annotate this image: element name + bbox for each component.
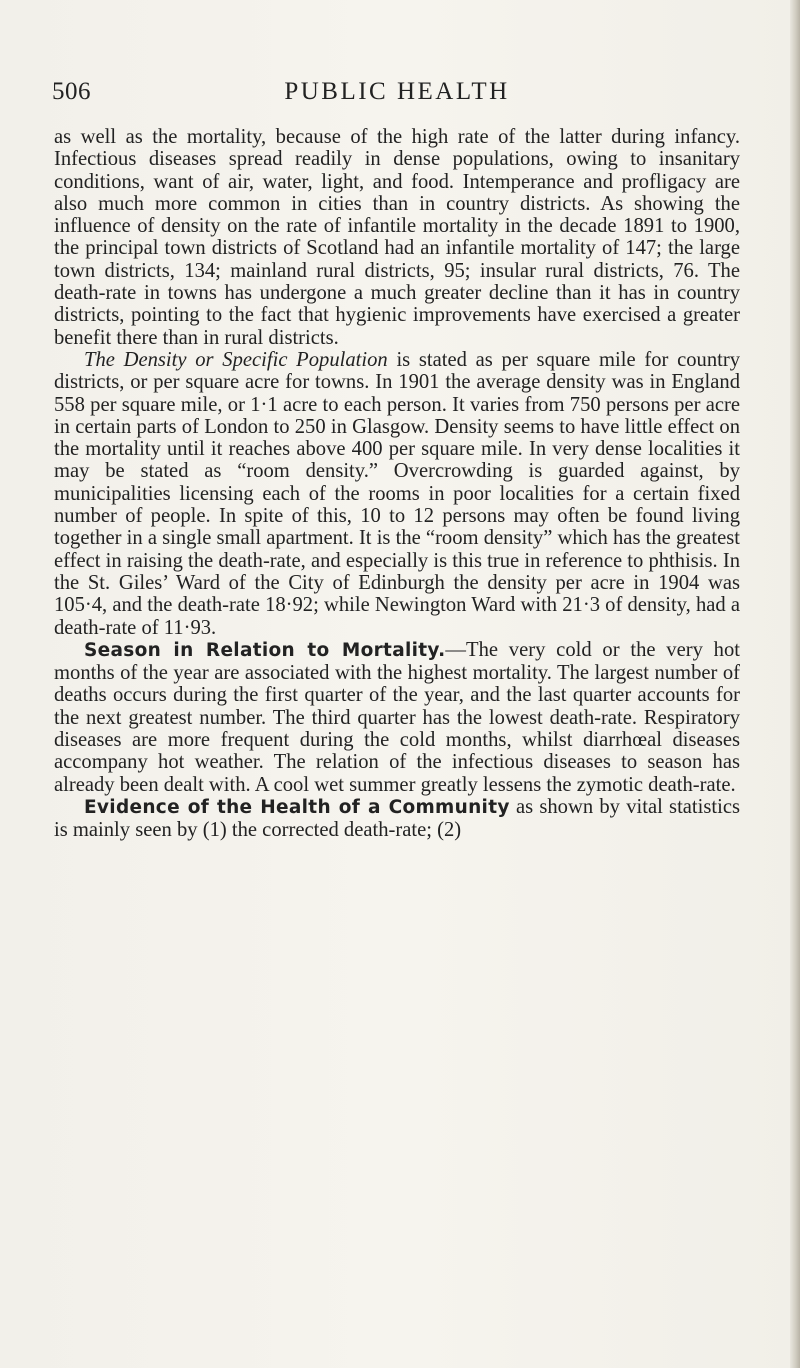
paragraph-text: —The very cold or the very hot months of the year are associated with the highest mortality. The largest number of deaths occurs during the first quarter of the year, and the last quarter accounts for the next greatest number. The third quarter has the lowest death-rate. Respiratory diseases are more frequent during the cold months, whilst diarrhœal diseases accompany hot weather. The relation of the infectious diseases to season has already been dealt with. A cool wet summer greatly lessens the zymotic death-rate. <box>54 638 741 796</box>
section-heading: Evidence of the Health of a Community <box>84 796 510 818</box>
page-edge-shadow <box>790 0 800 1368</box>
paragraph-specific-population <box>54 349 740 639</box>
paragraph-season-mortality <box>54 639 740 796</box>
paragraph-text: as well as the mortality, because of the high rate of the latter during infancy. Infectious diseases spread readily in dense populations, owing to insanitary conditions, want of air, water, light, and food. Intemperance and profligacy are also much more common in cities than in country districts. As showing the influence of density on the rate of infantile mortality in the decade 1891 to 1900, the principal town districts of Scotland had an infantile mortality of 147; the large town districts, 134; mainland rural districts, 95; insular rural districts, 76. The death-rate in towns has undergone a much greater decline than it has in country districts, pointing to the fact that hygienic improvements have exercised a greater benefit there than in rural districts. <box>54 126 740 349</box>
page-header <box>52 70 742 110</box>
paragraph-text: is stated as per square mile for country districts, or per square acre for towns. In 1901 the average density was in England 558 per square mile, or 1·1 acre to each person. It varies from 750 persons per acre in certain parts of London to 250 in Glasgow. Density seems to have little effect on the mortality until it reaches above 400 per square mile. In very dense localities it may be stated as “room density.” Overcrowding is guarded against, by municipalities licensing each of the rooms in poor localities for a certain fixed number of people. In spite of this, 10 to 12 persons may often be found living together in a single small apartment. It is the “room density” which has the greatest effect in raising the death-rate, and especially is this true in reference to phthisis. In the St. Giles’ Ward of the City of Edinburgh the density per acre in 1904 was 105·4, and the death-rate 18·92; while Newington Ward with 21·3 of density, had a death-rate of 11·93. <box>54 348 740 639</box>
paragraph-community-health <box>54 796 740 842</box>
paragraph-density-mortality <box>54 126 740 349</box>
paragraph-lead-italic: The Density or Specific Population <box>84 348 388 371</box>
section-heading: Season in Relation to Mortality. <box>84 639 446 661</box>
paragraph-text: as shown by vital statistics is mainly seen by (1) the corrected death-rate; (2) <box>54 795 740 842</box>
running-title: PUBLIC HEALTH <box>284 78 510 105</box>
page-number: 506 <box>52 78 91 105</box>
body-text <box>54 126 740 842</box>
